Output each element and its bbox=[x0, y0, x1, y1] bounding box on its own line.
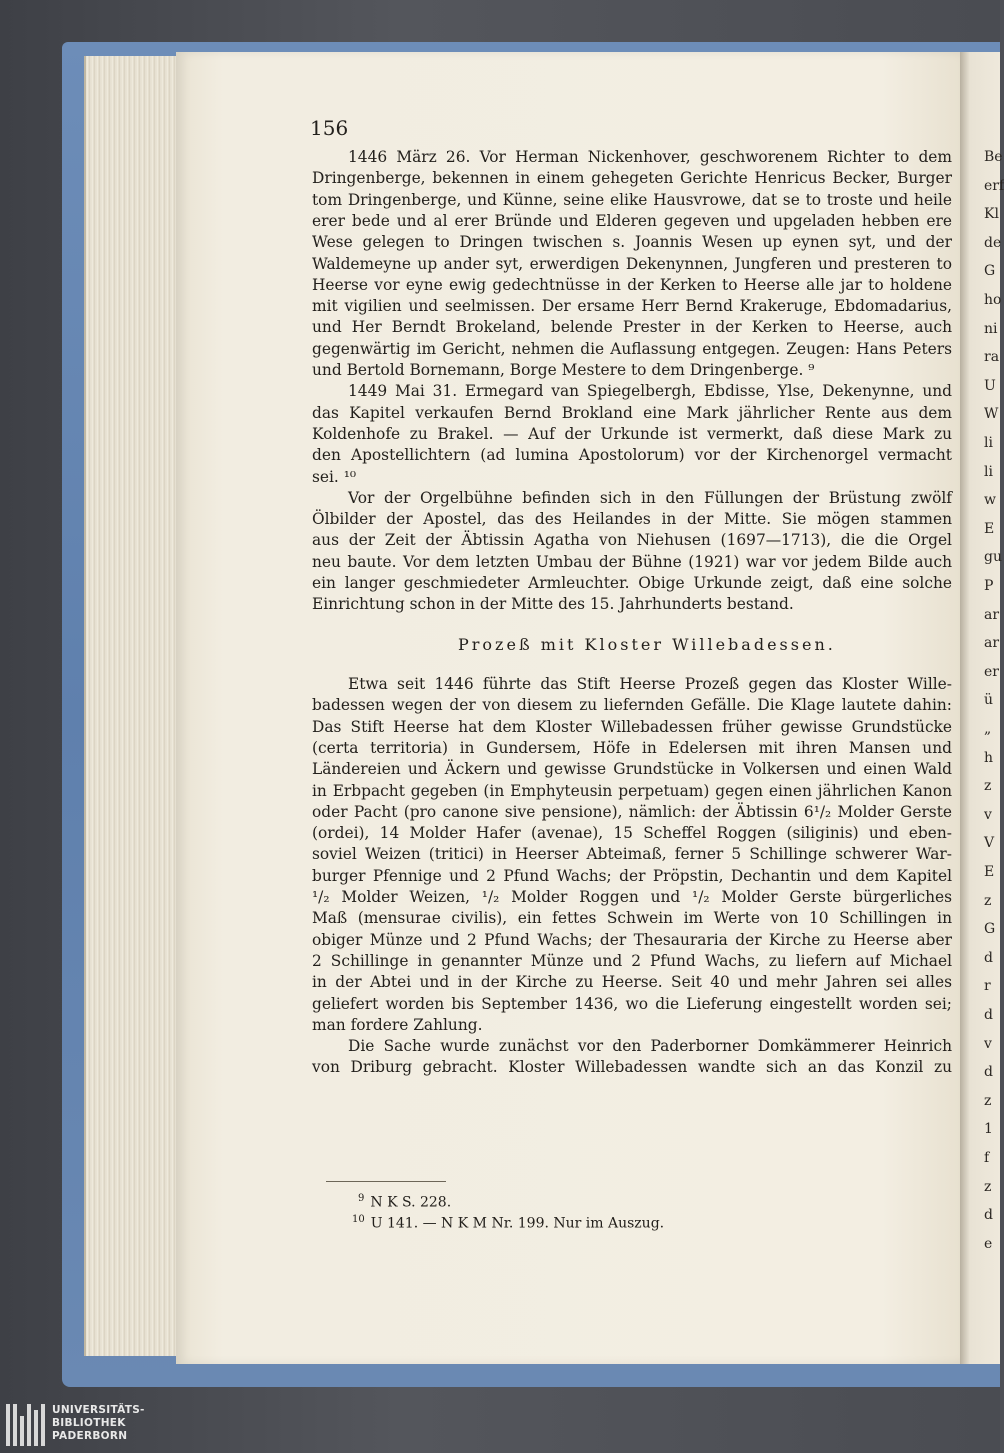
text-line: Etwa seit 1446 führte das Stift Heerse Prozeß gegen das Kloster Wille- bbox=[348, 675, 952, 693]
facing-page-fragment: d bbox=[984, 1064, 993, 1081]
text-line: mit vigilien und seelmissen. Der ersame Herr Bernd Krakeruge, Ebdomadarius, bbox=[312, 297, 952, 316]
footnote-10 bbox=[352, 1214, 664, 1232]
facing-page-edge bbox=[960, 52, 1004, 1364]
facing-page-fragment: z bbox=[984, 1092, 992, 1109]
text-line: Das Stift Heerse hat dem Kloster Willebadessen früher gewisse Grundstücke bbox=[312, 717, 952, 736]
text-line: in der Abtei und in der Kirche zu Heerse. Seit 40 und mehr Jahren sei alles bbox=[312, 973, 952, 992]
footnote-rule bbox=[326, 1181, 446, 1182]
facing-page-fragment: „ bbox=[984, 721, 992, 737]
text-line: oder Pacht (pro canone sive pensione), nämlich: der Äbtissin 6¹/₂ Molder Gerste bbox=[312, 802, 952, 821]
facing-page-fragment: E bbox=[984, 864, 995, 880]
text-line: erer bede und al erer Bründe und Elderen gegeven und upgeladen hebben ere bbox=[312, 211, 952, 230]
facing-page-fragment: 1 bbox=[984, 1121, 993, 1138]
text-line: badessen wegen der von diesem zu liefernden Gefälle. Die Klage lautete dahin: bbox=[312, 696, 952, 715]
text-line: (certa territoria) in Gundersem, Höfe in Edelersen mit ihren Mansen und bbox=[312, 738, 952, 757]
facing-page-fragment: li bbox=[984, 435, 993, 451]
facing-page-fragment: ü bbox=[984, 692, 994, 709]
facing-page-fragment: z bbox=[984, 778, 992, 795]
text-line: (ordei), 14 Molder Hafer (avenae), 15 Scheffel Roggen (siliginis) und eben- bbox=[312, 824, 952, 843]
text-line: ¹/₂ Molder Weizen, ¹/₂ Molder Roggen und ¹/₂ Molder Gerste bürgerliches bbox=[312, 888, 952, 906]
facing-page-fragment: li bbox=[984, 463, 993, 480]
logo-text: UNIVERSITÄTS- BIBLIOTHEK PADERBORN bbox=[52, 1404, 145, 1442]
text-line: den Apostellichtern (ad lumina Apostolorum) vor der Kirchenorgel vermacht bbox=[312, 446, 952, 465]
facing-page-fragment: ar bbox=[984, 635, 1000, 652]
text-line: Wese gelegen to Dringen twischen s. Joannis Wesen up eynen syt, und der bbox=[312, 233, 952, 252]
text-line: gegenwärtig im Gericht, nehmen die Auflassung entgegen. Zeugen: Hans Peters bbox=[312, 339, 952, 358]
footnote-mark: 9 bbox=[358, 1193, 365, 1204]
text-line: 1446 März 26. Vor Herman Nickenhover, geschworenem Richter to dem bbox=[348, 148, 952, 166]
facing-page-fragment: Kl bbox=[984, 206, 999, 223]
text-line: Ölbilder der Apostel, das des Heilandes in der Mitte. Sie mögen stammen bbox=[312, 510, 952, 529]
facing-page-fragment: U bbox=[984, 377, 996, 394]
text-line: 1449 Mai 31. Ermegard van Spiegelbergh, Ebdisse, Ylse, Dekenynne, und bbox=[348, 382, 952, 401]
facing-page-fragment: z bbox=[984, 1178, 992, 1195]
text-line: burger Pfennige und 2 Pfund Wachs; der Pröpstin, Dechantin und dem Kapitel bbox=[312, 866, 952, 885]
facing-page-fragment: Be bbox=[984, 149, 1003, 165]
facing-page-fragment: P bbox=[984, 578, 994, 594]
text-line: und Bertold Bornemann, Borge Mestere to dem Dringenberge. ⁹ bbox=[312, 361, 815, 379]
section-heading: Prozeß mit Kloster Willebadessen. bbox=[458, 635, 836, 654]
text-line: soviel Weizen (tritici) in Heerser Abteimaß, ferner 5 Schillinge schwerer War- bbox=[312, 845, 952, 864]
text-line: Einrichtung schon in der Mitte des 15. Jahrhunderts bestand. bbox=[312, 595, 794, 614]
facing-page-fragment: erf bbox=[984, 177, 1004, 194]
text-line: Maß (mensurae civilis), ein fettes Schwein im Werte von 10 Schillingen in bbox=[312, 909, 952, 928]
facing-page-fragment: E bbox=[984, 520, 995, 537]
facing-page-fragment: d bbox=[984, 1007, 993, 1023]
text-line: Dringenberge, bekennen in einem gehegeten Gerichte Henricus Becker, Burger bbox=[312, 169, 952, 188]
text-line: Vor der Orgelbühne befinden sich in den Füllungen der Brüstung zwölf bbox=[348, 488, 952, 507]
text-line: sei. ¹⁰ bbox=[312, 467, 357, 486]
facing-page-fragment: er bbox=[984, 663, 999, 680]
facing-page-fragment: z bbox=[984, 892, 992, 909]
facing-page-fragment: W bbox=[984, 406, 999, 423]
page-edges bbox=[84, 56, 178, 1356]
text-line: geliefert worden bis September 1436, wo die Lieferung eingestellt worden sei; bbox=[312, 994, 952, 1013]
facing-page-fragment: ho bbox=[984, 292, 1002, 308]
footnote-text: U 141. — N K M Nr. 199. Nur im Auszug. bbox=[370, 1215, 665, 1232]
library-logo bbox=[6, 1402, 176, 1448]
facing-page-fragment: f bbox=[984, 1150, 990, 1166]
facing-page-fragment: h bbox=[984, 749, 994, 766]
facing-page-fragment: V bbox=[984, 835, 995, 852]
text-line: Die Sache wurde zunächst vor den Paderborner Domkämmerer Heinrich bbox=[348, 1037, 952, 1056]
text-line: man fordere Zahlung. bbox=[312, 1015, 483, 1034]
text-line: von Driburg gebracht. Kloster Willebadessen wandte sich an das Konzil zu bbox=[312, 1058, 952, 1077]
text-line: obiger Münze und 2 Pfund Wachs; der Thesauraria der Kirche zu Heerse aber bbox=[312, 930, 952, 949]
text-line: Koldenhofe zu Brakel. — Auf der Urkunde ist vermerkt, daß diese Mark zu bbox=[312, 424, 952, 443]
text-line: Ländereien und Äckern und gewisse Grundstücke in Volkersen und einen Wald bbox=[312, 760, 952, 779]
text-line: Waldemeyne up ander syt, erwerdigen Dekenynnen, Jungferen und presteren to bbox=[312, 254, 952, 273]
facing-page-fragment: G bbox=[984, 263, 996, 280]
facing-page-fragment: v bbox=[984, 1035, 992, 1052]
facing-page-fragment: ra bbox=[984, 349, 1000, 366]
facing-page-fragment: e bbox=[984, 1235, 993, 1252]
text-line: ein langer geschmiedeter Armleuchter. Obige Urkunde zeigt, daß eine solche bbox=[312, 574, 952, 592]
text-line: und Her Berndt Brokeland, belende Prester in der Kerken to Heerse, auch bbox=[312, 318, 952, 337]
facing-page-fragment: de bbox=[984, 234, 1002, 251]
facing-page-fragment: r bbox=[984, 978, 991, 995]
footnote-text: N K S. 228. bbox=[370, 1194, 452, 1211]
facing-page-fragment: w bbox=[984, 492, 996, 509]
facing-page-fragment: ar bbox=[984, 606, 1000, 623]
facing-page-fragment: gu bbox=[984, 549, 1002, 566]
text-line: neu baute. Vor dem letzten Umbau der Bühne (1921) war vor jedem Bilde auch bbox=[312, 552, 952, 571]
text-line: das Kapitel verkaufen Bernd Brokland eine Mark jährlicher Rente aus dem bbox=[312, 403, 952, 422]
facing-page-fragment: d bbox=[984, 949, 993, 966]
text-line: aus der Zeit der Äbtissin Agatha von Niehusen (1697—1713), die die Orgel bbox=[312, 531, 952, 550]
logo-bars-icon bbox=[6, 1404, 46, 1446]
facing-page-fragment: G bbox=[984, 921, 996, 938]
facing-page-fragment: d bbox=[984, 1207, 993, 1224]
text-line: 2 Schillinge in genannter Münze und 2 Pfund Wachs, zu liefern auf Michael bbox=[312, 951, 952, 970]
footnote-9 bbox=[358, 1193, 451, 1211]
text-line: Heerse vor eyne ewig gedechtnüsse in der Kerken to Heerse alle jar to holdene bbox=[312, 275, 952, 294]
facing-page-fragment: v bbox=[984, 806, 992, 823]
footnote-mark: 10 bbox=[352, 1214, 365, 1225]
facing-page-fragment: ni bbox=[984, 320, 998, 337]
text-line: tom Dringenberge, und Künne, seine elike Hausvrowe, dat se to troste und heile bbox=[312, 190, 952, 209]
page-number: 156 bbox=[310, 116, 349, 140]
text-line: in Erbpacht gegeben (in Emphyteusin perpetuam) gegen einen jährlichen Kanon bbox=[312, 781, 952, 800]
